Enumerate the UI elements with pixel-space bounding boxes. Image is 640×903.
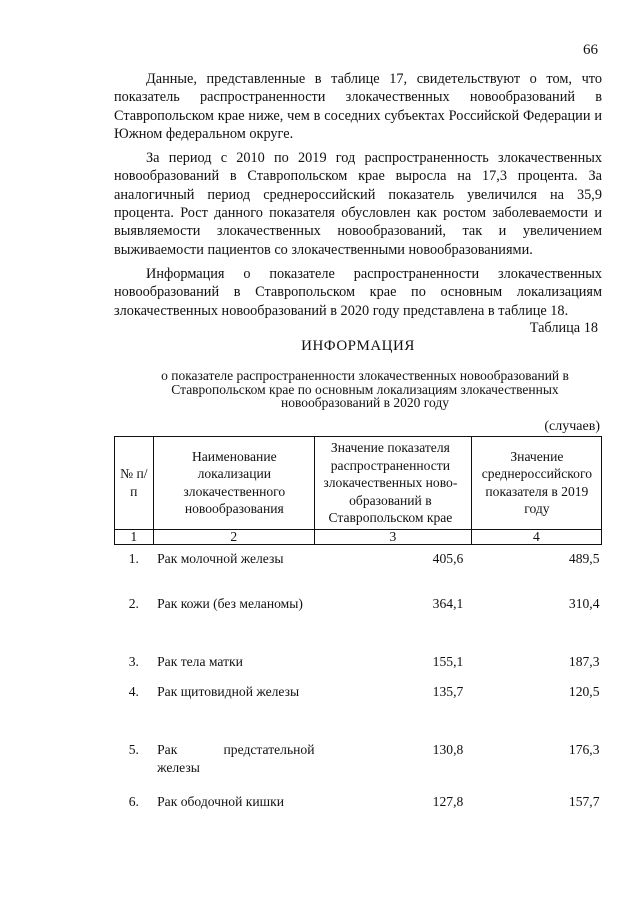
row-stavropol-value: 135,7 (432, 684, 464, 699)
paragraph-2: За период с 2010 по 2019 год распространенность злокачественных новообразований в Ставропольском крае выросла на 17,3 процента. За аналогичный период среднероссийский показатель увеличился на 35,9 процента. Рост данного показателя обусловлен как ростом заболеваемости и выявляемости злокачественных новообразований, так и увеличением выживаемости пациентов со злокачественными новообразованиями. (114, 150, 602, 258)
units-label: (случаев) (544, 419, 600, 434)
column-number-row (115, 529, 602, 544)
row-stavropol-value: 127,8 (432, 794, 464, 809)
row-localization: Рак предстательной железы (157, 742, 315, 775)
row-number: 4. (128, 684, 139, 699)
row-number: 6. (128, 794, 139, 809)
row-stavropol-value: 130,8 (432, 742, 464, 757)
column-number: 1 (115, 529, 154, 544)
row-number: 5. (128, 742, 139, 757)
paragraph-1: Данные, представленные в таблице 17, свидетельствуют о том, что показатель распространенности злокачественных новообразований в Ставропольском крае ниже, чем в соседних субъектах Российской Федерации и Южном федеральном округе. (114, 71, 602, 142)
row-russia-value: 489,5 (568, 550, 600, 566)
table-row (115, 788, 602, 816)
row-stavropol-value: 364,1 (432, 596, 464, 611)
paragraph-3: Информация о показателе распространенности злокачественных новообразований в Ставропольском крае по основным локализациям злокачественных новообразований в 2020 году представлена в таблице 18. (114, 265, 602, 319)
table-row (115, 590, 602, 648)
row-russia-value: 157,7 (568, 794, 600, 809)
page-number: 66 (583, 42, 598, 58)
row-localization: Рак щитовидной железы (157, 684, 300, 699)
data-table (114, 436, 602, 816)
row-russia-value: 187,3 (568, 654, 600, 669)
header-stavropol-value: Значение показателя распространенности злокачественных ново- образований в Ставропольском крае (315, 437, 472, 530)
header-russia-value: Значение среднероссийского показателя в 2019 году (471, 437, 601, 530)
table-row (115, 648, 602, 678)
table-row (115, 544, 602, 590)
table-row (115, 736, 602, 788)
row-russia-value: 176,3 (568, 742, 600, 757)
row-stavropol-value: 155,1 (432, 654, 464, 669)
table-label: Таблица 18 (529, 320, 598, 336)
table-row (115, 678, 602, 736)
table-header-row (115, 437, 602, 530)
row-stavropol-value: 405,6 (432, 550, 464, 566)
document-title: ИНФОРМАЦИЯ (301, 338, 415, 354)
row-localization: Рак ободочной кишки (157, 794, 284, 809)
row-number: 3. (128, 654, 139, 669)
column-number: 2 (153, 529, 314, 544)
row-number: 2. (128, 596, 139, 611)
body-text (114, 70, 602, 326)
row-russia-value: 120,5 (568, 684, 600, 699)
row-russia-value: 310,4 (568, 596, 600, 611)
row-localization: Рак кожи (без меланомы) (157, 596, 303, 611)
header-localization: Наименование локализации злокачественного новообразования (153, 437, 314, 530)
row-number: 1. (128, 550, 139, 566)
column-number: 3 (315, 529, 472, 544)
document-subtitle: о показателе распространенности злокачественных новообразований в Ставропольском крае по основным локализациям злокачественных новообразований в 2020 году (161, 368, 569, 410)
row-localization: Рак молочной железы (157, 550, 284, 566)
row-localization: Рак тела матки (157, 654, 243, 669)
column-number: 4 (471, 529, 601, 544)
header-number: № п/п (115, 437, 154, 530)
